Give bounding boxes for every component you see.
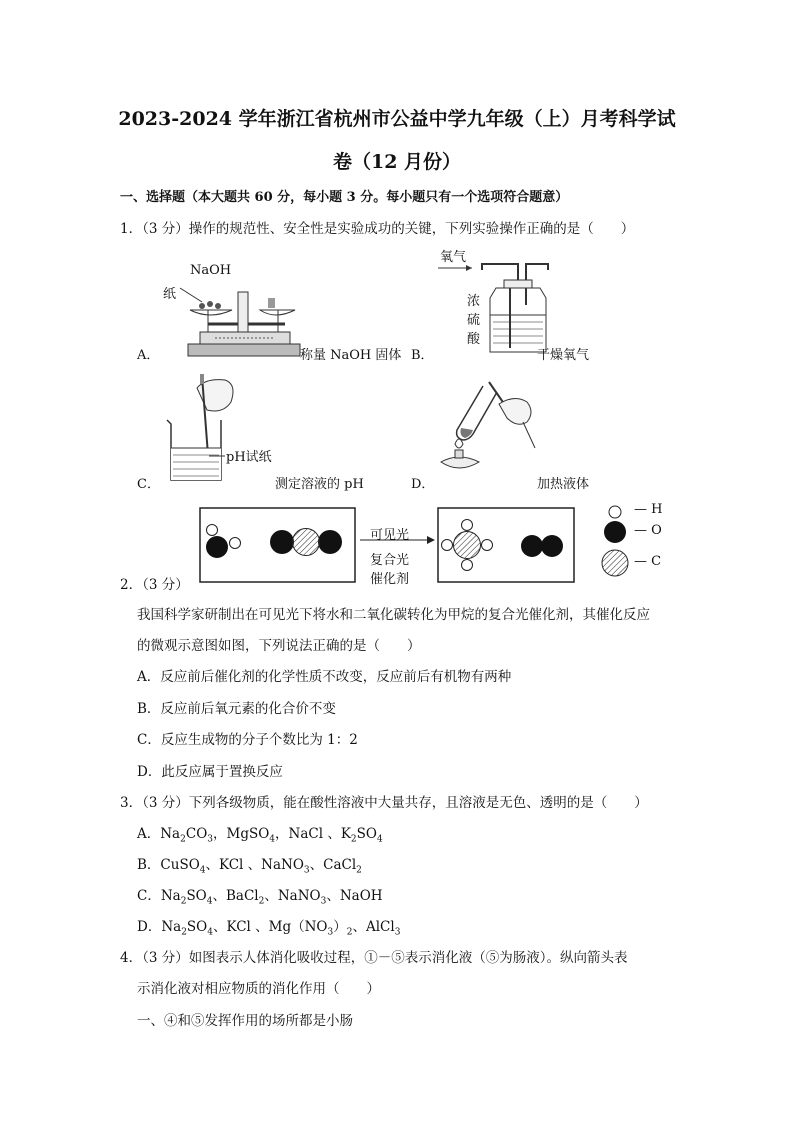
question-3-option-b: B．CuSO$_4$、KCl 、NaNO$_3$、CaCl$_2$	[137, 857, 362, 876]
question-4-stem-2: 示消化液对相应物质的消化作用（ ）	[137, 981, 380, 997]
page-title: 2023-2024 学年浙江省杭州市公益中学九年级（上）月考科学试	[118, 108, 676, 130]
heating-figure	[435, 378, 545, 483]
question-3-stem: 3．（3 分）下列各级物质，能在酸性溶液中大量共存，且溶液是无色、透明的是（ ）	[120, 795, 648, 811]
naoh-label: NaOH	[190, 263, 232, 278]
question-3-option-d: D．$Na_2SO_4$、KCl 、$Mg(NO_3)_2$、AlCl$_3$	[137, 919, 401, 938]
option-c-caption: 测定溶液的 pH	[275, 477, 364, 492]
question-3-option-a: A．$Na_2CO_3$，MgSO$_4$，NaCl 、$K_2SO_4$	[137, 826, 383, 845]
option-d-caption: 加热液体	[537, 477, 590, 492]
legend-oxygen: — O	[634, 523, 662, 538]
option-a-caption: 称量 NaOH 固体	[300, 348, 402, 363]
paper-label: 纸	[163, 287, 177, 302]
question-2-number: 2．（3 分）	[120, 577, 189, 593]
condition-visible-light: 可见光	[370, 528, 410, 543]
condition-composite-light: 复合光	[370, 553, 410, 568]
ph-test-figure	[165, 370, 245, 485]
option-a-letter: A．	[137, 348, 160, 363]
page-title-continued: 卷（12 月份）	[332, 151, 462, 173]
acid-label-3: 酸	[467, 332, 481, 347]
reaction-diagram	[195, 505, 695, 590]
question-2-option-a: A．反应前后催化剂的化学性质不改变，反应前后有机物有两种	[137, 669, 512, 685]
question-2-stem-2: 的微观示意图如图，下列说法正确的是（ ）	[137, 638, 421, 654]
section-heading: 一、选择题（本大题共 60 分，每小题 3 分。每小题只有一个选项符合题意）	[120, 190, 569, 205]
option-b-caption: 干燥氧气	[537, 348, 590, 363]
question-2-option-d: D．此反应属于置换反应	[137, 764, 283, 780]
option-c-letter: C．	[137, 477, 160, 492]
ph-paper-label: pH试纸	[226, 450, 272, 465]
question-4-stem-1: 4．（3 分）如图表示人体消化吸收过程，①－⑤表示消化液（⑤为肠液）。纵向箭头表	[120, 950, 628, 966]
oxygen-label: 氧气	[440, 250, 467, 265]
question-2-option-c: C．反应生成物的分子个数比为 1：2	[137, 732, 358, 748]
option-b-letter: B．	[411, 348, 434, 363]
question-2-stem-1: 我国科学家研制出在可见光下将水和二氧化碳转化为甲烷的复合光催化剂，其催化反应	[137, 607, 650, 623]
legend-hydrogen: — H	[634, 502, 663, 517]
question-4-line-3: 一、④和⑤发挥作用的场所都是小肠	[137, 1013, 353, 1029]
balance-figure	[160, 262, 310, 362]
question-2-option-b: B．反应前后氧元素的化合价不变	[137, 701, 336, 717]
option-d-letter: D．	[411, 477, 435, 492]
legend-carbon: — C	[634, 554, 662, 569]
acid-label-2: 硫	[467, 313, 481, 328]
question-1-stem: 1．（3 分）操作的规范性、安全性是实验成功的关键，下列实验操作正确的是（ ）	[120, 221, 635, 237]
question-3-option-c: C．$Na_2SO_4$、BaCl$_2$、NaNO$_3$、NaOH	[137, 888, 383, 907]
acid-label-1: 浓	[467, 294, 481, 309]
condition-catalyst: 催化剂	[370, 572, 410, 587]
